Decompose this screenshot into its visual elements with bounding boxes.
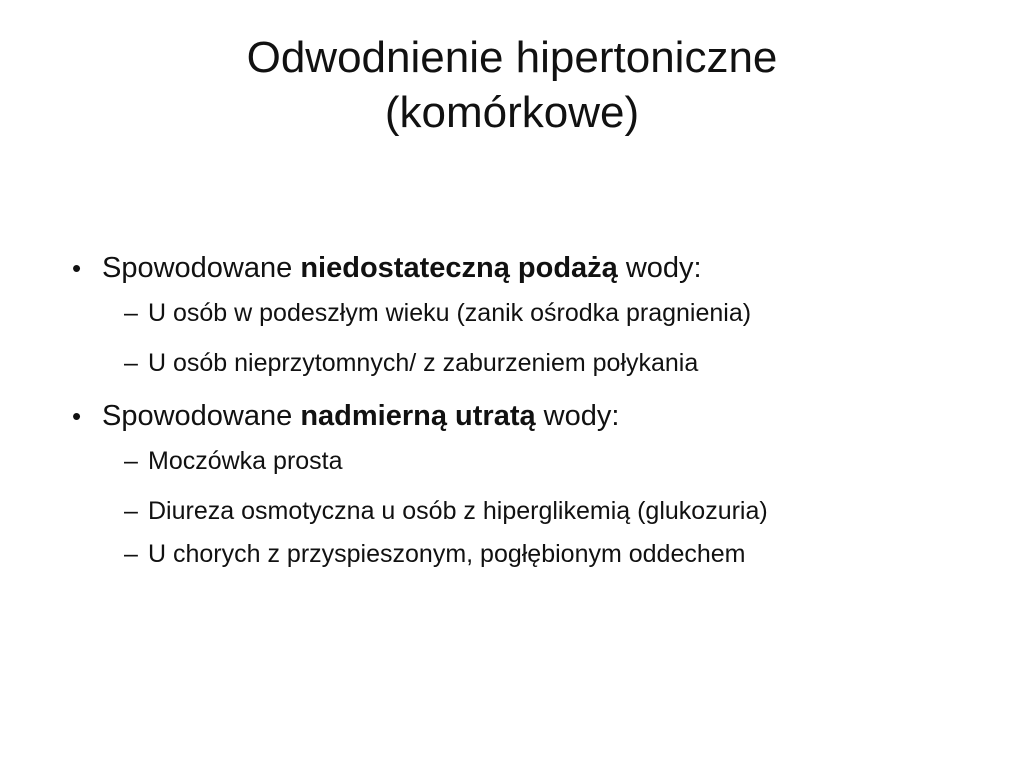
sub-bullet-text: Moczówka prosta	[148, 447, 343, 475]
bullet-item	[72, 250, 972, 286]
slide-content	[72, 250, 972, 589]
dash-icon: –	[124, 349, 138, 377]
bullet-suffix: wody:	[535, 400, 620, 432]
sub-bullet-text: Diureza osmotyczna u osób z hiperglikemią (glukozuria)	[148, 497, 768, 525]
dash-icon: –	[124, 497, 138, 525]
sub-bullet-item	[72, 298, 972, 329]
bullet-suffix: wody:	[617, 252, 702, 284]
sub-bullet-item	[72, 496, 868, 527]
sub-bullet-text: U osób w podeszłym wieku (zanik ośrodka pragnienia)	[148, 299, 752, 327]
slide-title-line-2: (komórkowe)	[384, 88, 640, 137]
sub-bullet-item	[72, 446, 972, 477]
dash-icon: –	[124, 447, 138, 475]
dash-icon: –	[124, 540, 138, 568]
bullet-prefix: Spowodowane	[102, 400, 301, 432]
sub-bullet-text: U osób nieprzytomnych/ z zaburzeniem połykania	[148, 349, 699, 377]
sub-bullet-item	[72, 539, 972, 570]
bullet-dot-icon: •	[72, 401, 82, 431]
slide-title	[0, 30, 1024, 140]
bullet-bold-text: niedostateczną podażą	[300, 252, 618, 284]
slide-title-line-1: Odwodnienie hipertoniczne	[246, 33, 778, 82]
dash-icon: –	[124, 299, 138, 327]
bullet-item	[72, 398, 972, 434]
bullet-prefix: Spowodowane	[102, 252, 301, 284]
sub-bullet-item	[72, 348, 972, 379]
bullet-dot-icon: •	[72, 253, 82, 283]
sub-bullet-text: U chorych z przyspieszonym, pogłębionym oddechem	[148, 540, 746, 568]
bullet-bold-text: nadmierną utratą	[300, 400, 536, 432]
